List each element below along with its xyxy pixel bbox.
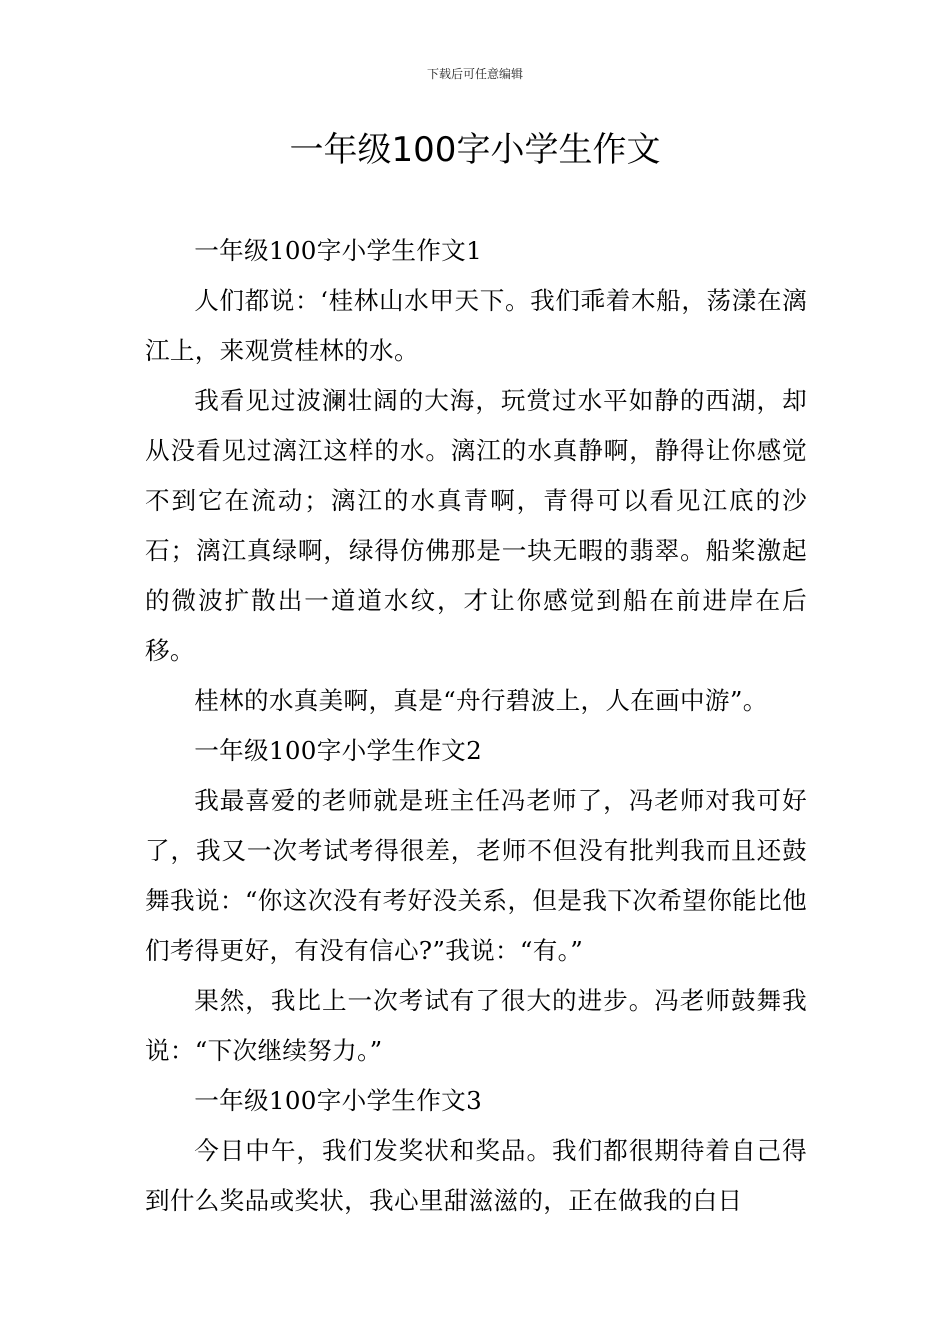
- paragraph: 桂林的水真美啊，真是“舟行碧波上，人在画中游”。: [194, 686, 768, 715]
- document-title: 一年级100字小学生作文: [289, 130, 661, 170]
- section-heading-1: 一年级100字小学生作文1: [194, 236, 483, 265]
- paragraph: 今日中午，我们发奖状和奖品。我们都很期待着自己得到什么奖品或奖状，我心里甜滋滋的，正在做我的白日: [145, 1136, 807, 1215]
- paragraph: 我最喜爱的老师就是班主任冯老师了，冯老师对我可好了，我又一次考试考得很差，老师不但没有批判我而且还鼓舞我说：“你这次没有考好没关系，但是我下次希望你能比他们考得更好，有没有信心?”我说：“有。”: [145, 786, 807, 965]
- header-note: 下载后可任意编辑: [426, 67, 523, 81]
- section-heading-3: 一年级100字小学生作文3: [194, 1086, 483, 1115]
- paragraph: 我看见过波澜壮阔的大海，玩赏过水平如静的西湖，却从没看见过漓江这样的水。漓江的水真静啊，静得让你感觉不到它在流动；漓江的水真青啊，青得可以看见江底的沙石；漓江真绿啊，绿得仿佛那是一块无暇的翡翠。船桨激起的微波扩散出一道道水纹，才让你感觉到船在前进岸在后移。: [145, 386, 807, 665]
- section-heading-2: 一年级100字小学生作文2: [194, 736, 483, 765]
- paragraph: 果然，我比上一次考试有了很大的进步。冯老师鼓舞我说：“下次继续努力。”: [145, 986, 807, 1065]
- paragraph: 人们都说：‘桂林山水甲天下。我们乖着木船，荡漾在漓江上，来观赏桂林的水。: [145, 286, 807, 365]
- document-body: [145, 226, 807, 1226]
